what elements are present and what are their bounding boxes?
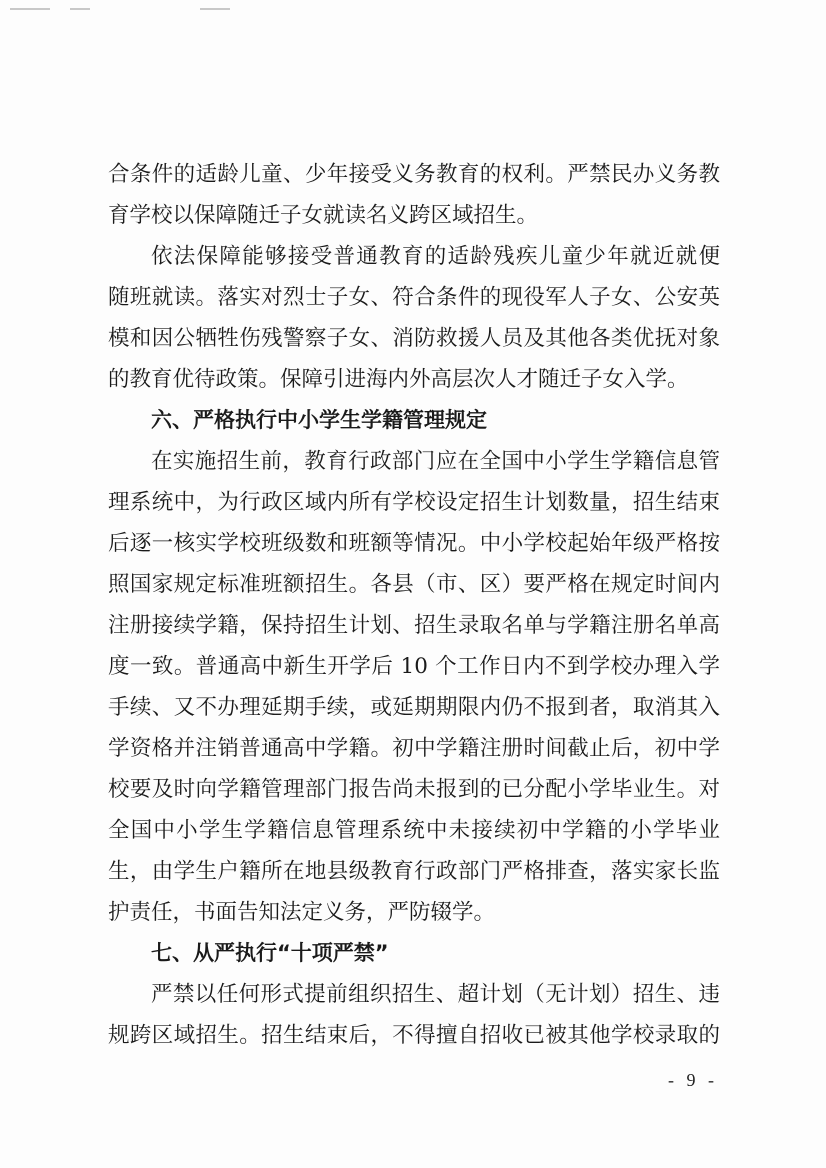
text-line: 护责任，书面告知法定义务，严防辍学。: [108, 900, 496, 925]
text-line: 照国家规定标准班额招生。各县（市、区）要严格在规定时间内: [108, 572, 720, 597]
text-line: 规跨区域招生。招生结束后，不得擅自招收已被其他学校录取的: [108, 1023, 720, 1048]
scan-artifact: [70, 8, 90, 10]
text-line: 合条件的适龄儿童、少年接受义务教育的权利。严禁民办义务教: [108, 162, 720, 187]
text-line: 模和因公牺牲伤残警察子女、消防救援人员及其他各类优抚对象: [108, 326, 720, 351]
document-body: [108, 154, 720, 1056]
text-line: 的教育优待政策。保障引进海内外高层次人才随迁子女入学。: [108, 367, 689, 392]
section-heading: 六、严格执行中小学生学籍管理规定: [151, 408, 487, 432]
text-line: 在实施招生前，教育行政部门应在全国中小学生学籍信息管: [151, 449, 720, 474]
text-line: 注册接续学籍，保持招生计划、招生录取名单与学籍注册名单高: [108, 613, 720, 638]
text-line: 严禁以任何形式提前组织招生、超计划（无计划）招生、违: [151, 982, 720, 1007]
scan-artifact: [10, 8, 50, 10]
text-line: 理系统中，为行政区域内所有学校设定招生计划数量，招生结束: [108, 490, 720, 515]
text-line: 全国中小学生学籍信息管理系统中未接续初中学籍的小学毕业: [108, 818, 720, 843]
page-number: - 9 -: [668, 1070, 718, 1090]
text-line: 后逐一核实学校班级数和班额等情况。中小学校起始年级严格按: [108, 531, 720, 556]
paragraph: [108, 441, 720, 933]
section-heading: 七、从严执行“十项严禁”: [151, 941, 389, 965]
text-line: 生，由学生户籍所在地县级教育行政部门严格排查，落实家长监: [108, 859, 720, 884]
paragraph: [108, 974, 720, 1056]
paragraph: [108, 154, 720, 236]
text-line: 度一致。普通高中新生开学后 10 个工作日内不到学校办理入学: [108, 654, 720, 679]
text-line: 随班就读。落实对烈士子女、符合条件的现役军人子女、公安英: [108, 285, 720, 310]
text-line: 手续、又不办理延期手续，或延期期限内仍不报到者，取消其入: [108, 695, 720, 720]
text-line: 学资格并注销普通高中学籍。初中学籍注册时间截止后，初中学: [108, 736, 720, 761]
scan-artifact: [200, 8, 230, 10]
text-line: 校要及时向学籍管理部门报告尚未报到的已分配小学毕业生。对: [108, 777, 720, 802]
paragraph: [108, 236, 720, 400]
text-line: 育学校以保障随迁子女就读名义跨区域招生。: [108, 203, 539, 228]
text-line: 依法保障能够接受普通教育的适龄残疾儿童少年就近就便: [151, 244, 720, 269]
